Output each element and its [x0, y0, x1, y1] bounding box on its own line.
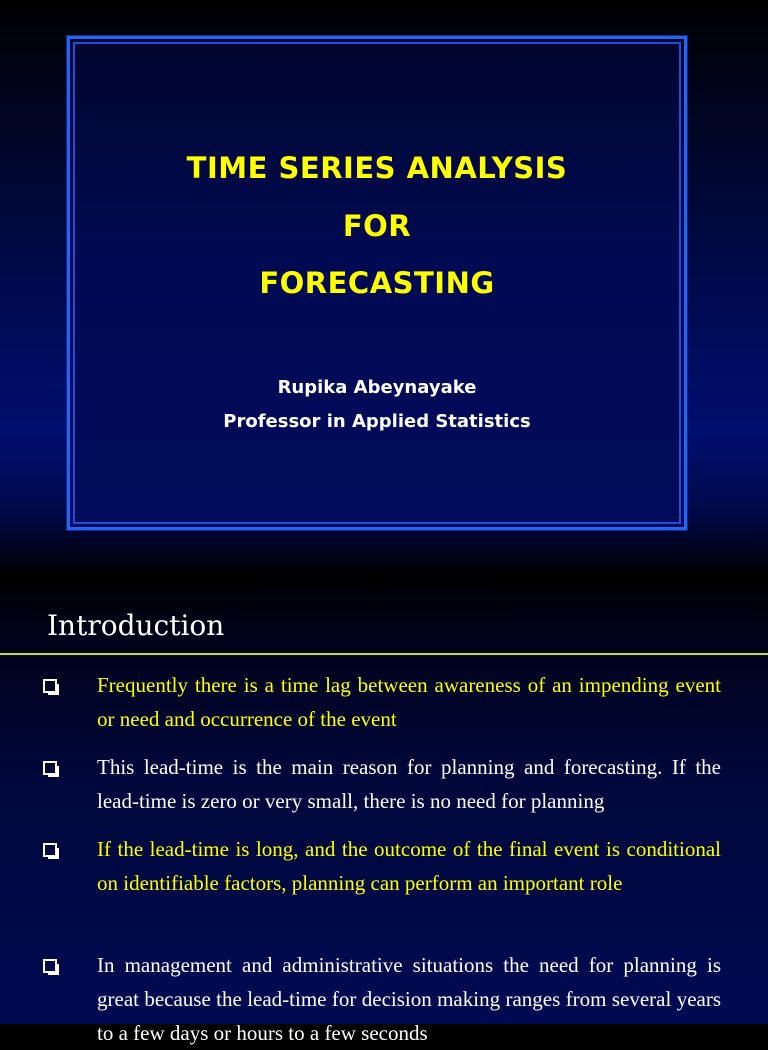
heading-divider	[0, 653, 768, 655]
checkbox-bullet-icon	[43, 959, 57, 973]
author-name: Rupika Abeynayake	[277, 377, 477, 398]
title-line-2: FOR	[342, 209, 412, 243]
bullet-text: Frequently there is a time lag between awareness of an impending event or need and occurrence of the event	[97, 673, 721, 731]
checkbox-bullet-icon	[43, 761, 57, 775]
introduction-slide	[0, 576, 768, 1045]
bullet-text: If the lead-time is long, and the outcome of the final event is conditional on identifiable factors, planning can perform an important role	[97, 837, 721, 895]
checkbox-bullet-icon	[43, 843, 57, 857]
slide-heading: Introduction	[47, 609, 225, 642]
bullet-text: This lead-time is the main reason for planning and forecasting. If the lead-time is zero or very small, there is no need for planning	[97, 755, 721, 813]
title-line-3: FORECASTING	[259, 266, 495, 300]
title-frame	[67, 36, 687, 530]
checkbox-bullet-icon	[43, 679, 57, 693]
author-role: Professor in Applied Statistics	[223, 411, 531, 432]
bullet-text: In management and administrative situations the need for planning is great because the lead-time for decision making ranges from several years to a few days or hours to a few seconds	[97, 953, 721, 1045]
title-line-1: TIME SERIES ANALYSIS	[186, 151, 568, 185]
